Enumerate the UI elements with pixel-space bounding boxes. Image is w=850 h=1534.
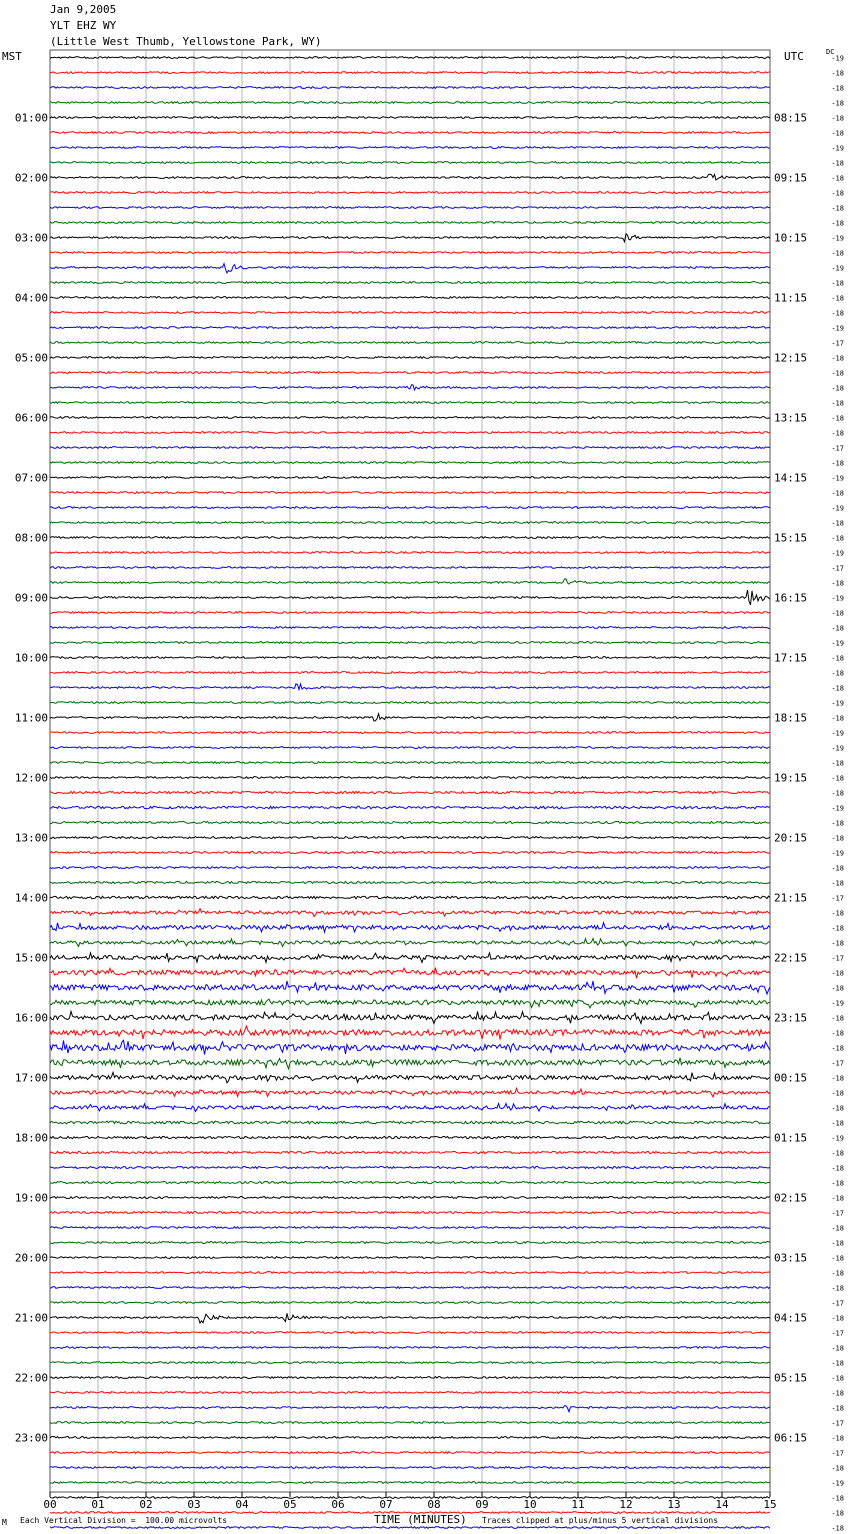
dc-offset-label: -18 <box>831 1029 844 1038</box>
seismic-trace <box>50 252 770 254</box>
dc-offset-label: -18 <box>831 1104 844 1113</box>
seismic-trace <box>50 1272 770 1274</box>
seismic-trace <box>50 938 770 946</box>
dc-offset-label: -18 <box>831 924 844 933</box>
seismic-trace <box>50 1332 770 1334</box>
mst-hour-label: 08:00 <box>14 531 48 545</box>
seismic-trace <box>50 342 770 344</box>
dc-offset-label: -19 <box>831 549 844 558</box>
dc-offset-label: -17 <box>831 894 844 903</box>
dc-offset-label: -19 <box>831 744 844 753</box>
dc-offset-label: -18 <box>831 414 844 423</box>
seismic-trace <box>50 117 770 119</box>
seismic-trace <box>50 57 770 59</box>
x-tick-label: 12 <box>619 1498 633 1511</box>
seismic-trace <box>50 147 770 149</box>
dc-offset-label: -18 <box>831 174 844 183</box>
plot-frame <box>50 50 770 1492</box>
dc-offset-label: -17 <box>831 1299 844 1308</box>
x-tick-label: 01 <box>91 1498 105 1511</box>
utc-hour-label: 05:15 <box>774 1371 808 1385</box>
seismic-trace <box>50 1482 770 1484</box>
dc-offset-label: -19 <box>831 594 844 603</box>
seismic-trace <box>50 1452 770 1454</box>
seismic-trace <box>50 87 770 89</box>
seismic-trace <box>50 1527 770 1529</box>
dc-offset-label: -18 <box>831 114 844 123</box>
seismic-trace <box>50 1151 770 1153</box>
utc-hour-label: 13:15 <box>774 411 808 425</box>
utc-hour-label: 11:15 <box>774 291 808 305</box>
utc-hour-label: 16:15 <box>774 591 808 605</box>
seismic-trace <box>50 1406 770 1412</box>
dc-offset-label: -18 <box>831 984 844 993</box>
seismic-trace <box>50 881 770 883</box>
dc-offset-label: -19 <box>831 474 844 483</box>
mst-hour-label: 21:00 <box>14 1311 48 1325</box>
dc-offset-label: -18 <box>831 909 844 918</box>
mst-hour-label: 13:00 <box>14 831 48 845</box>
dc-offset-label: -18 <box>831 219 844 228</box>
dc-offset-label: -18 <box>831 1494 844 1503</box>
seismic-trace <box>50 579 770 584</box>
dc-offset-label: -18 <box>831 774 844 783</box>
dc-offset-label: -17 <box>831 1059 844 1068</box>
utc-hour-label: 09:15 <box>774 171 808 185</box>
seismic-trace <box>50 732 770 734</box>
seismic-trace <box>50 1302 770 1304</box>
seismic-trace <box>50 372 770 374</box>
seismic-trace <box>50 312 770 314</box>
seismic-trace <box>50 909 770 917</box>
dc-offset-label: -19 <box>831 849 844 858</box>
dc-offset-label: -17 <box>831 1419 844 1428</box>
scale-note: Each Vertical Division = 100.00 microvolts <box>20 1516 228 1525</box>
dc-offset-label: -18 <box>831 1314 844 1323</box>
seismic-trace <box>50 999 770 1008</box>
seismic-trace <box>50 1212 770 1214</box>
mst-hour-label: 04:00 <box>14 291 48 305</box>
seismic-trace <box>50 1242 770 1244</box>
dc-offset-label: -18 <box>831 1359 844 1368</box>
dc-offset-label: -18 <box>831 279 844 288</box>
dc-offset-label: -18 <box>831 879 844 888</box>
dc-offset-label: -17 <box>831 339 844 348</box>
dc-offset-label: -18 <box>831 819 844 828</box>
dc-offset-label: -18 <box>831 204 844 213</box>
dc-offset-label: -18 <box>831 369 844 378</box>
dc-offset-label: -18 <box>831 834 844 843</box>
dc-offset-label: -18 <box>831 1224 844 1233</box>
seismic-trace <box>50 762 770 764</box>
dc-offset-label: -17 <box>831 1449 844 1458</box>
mst-hour-label: 09:00 <box>14 591 48 605</box>
dc-offset-label: -18 <box>831 1524 844 1533</box>
utc-hour-label: 23:15 <box>774 1011 808 1025</box>
seismic-trace <box>50 207 770 209</box>
dc-offset-label: -18 <box>831 1014 844 1023</box>
dc-offset-label: -17 <box>831 444 844 453</box>
x-tick-label: 08 <box>427 1498 441 1511</box>
seismic-trace <box>50 72 770 74</box>
mst-hour-label: 15:00 <box>14 951 48 965</box>
dc-offset-label: -19 <box>831 324 844 333</box>
seismic-trace <box>50 1197 770 1199</box>
seismic-trace <box>50 552 770 554</box>
seismic-trace <box>50 981 770 994</box>
footer-mark: M <box>2 1518 7 1527</box>
utc-hour-label: 03:15 <box>774 1251 808 1265</box>
dc-offset-label: -19 <box>831 1134 844 1143</box>
dc-offset-label: -18 <box>831 1089 844 1098</box>
dc-offset-label: -18 <box>831 489 844 498</box>
x-tick-label: 14 <box>715 1498 729 1511</box>
dc-offset-label: -18 <box>831 789 844 798</box>
dc-offset-label: -18 <box>831 864 844 873</box>
dc-offset-label: -18 <box>831 1254 844 1263</box>
seismic-trace <box>50 684 770 690</box>
dc-offset-label: -17 <box>831 564 844 573</box>
utc-hour-label: 04:15 <box>774 1311 808 1325</box>
seismic-trace <box>50 1422 770 1424</box>
seismic-trace <box>50 297 770 299</box>
seismic-trace <box>50 657 770 659</box>
dc-offset-label: -18 <box>831 1434 844 1443</box>
seismic-trace <box>50 385 770 390</box>
dc-offset-label: -18 <box>831 969 844 978</box>
seismic-trace <box>50 1088 770 1097</box>
seismic-trace <box>50 896 770 899</box>
mst-hour-label: 03:00 <box>14 231 48 245</box>
dc-offset-label: -19 <box>831 999 844 1008</box>
dc-offset-label: -18 <box>831 159 844 168</box>
seismic-trace <box>50 492 770 494</box>
seismic-trace <box>50 1136 770 1138</box>
mst-hour-label: 17:00 <box>14 1071 48 1085</box>
seismic-trace <box>50 1227 770 1229</box>
clip-note: Traces clipped at plus/minus 5 vertical divisions <box>482 1516 719 1525</box>
dc-offset-label: -19 <box>831 54 844 63</box>
seismic-trace <box>50 627 770 629</box>
dc-offset-label: -18 <box>831 84 844 93</box>
right-axis-label: UTC <box>784 50 804 63</box>
seismic-trace <box>50 1313 770 1323</box>
seismic-trace <box>50 477 770 479</box>
x-tick-label: 11 <box>571 1498 585 1511</box>
seismic-trace <box>50 968 770 979</box>
dc-offset-label: -18 <box>831 669 844 678</box>
x-tick-label: 09 <box>475 1498 489 1511</box>
seismic-trace <box>50 1181 770 1183</box>
dc-offset-label: -18 <box>831 1389 844 1398</box>
seismic-trace <box>50 1392 770 1394</box>
seismic-trace <box>50 234 770 242</box>
dc-offset-label: -18 <box>831 429 844 438</box>
dc-offset-label: -18 <box>831 1149 844 1158</box>
dc-offset-label: -18 <box>831 309 844 318</box>
x-axis-label: TIME (MINUTES) <box>374 1513 467 1526</box>
seismic-trace <box>50 174 770 180</box>
mst-hour-label: 19:00 <box>14 1191 48 1205</box>
x-tick-label: 06 <box>331 1498 345 1511</box>
x-tick-label: 04 <box>235 1498 249 1511</box>
utc-hour-label: 20:15 <box>774 831 808 845</box>
dc-offset-label: -18 <box>831 384 844 393</box>
seismic-trace <box>50 1377 770 1379</box>
dc-offset-label: -18 <box>831 654 844 663</box>
seismic-trace <box>50 1121 770 1124</box>
dc-offset-label: -18 <box>831 714 844 723</box>
mst-hour-label: 22:00 <box>14 1371 48 1385</box>
seismic-trace <box>50 806 770 809</box>
x-tick-label: 03 <box>187 1498 201 1511</box>
dc-offset-label: -18 <box>831 534 844 543</box>
seismic-trace <box>50 327 770 329</box>
dc-offset-label: -19 <box>831 699 844 708</box>
seismic-trace <box>50 837 770 839</box>
dc-offset-label: -18 <box>831 69 844 78</box>
mst-hour-label: 20:00 <box>14 1251 48 1265</box>
seismic-trace <box>50 1040 770 1054</box>
dc-offset-label: -18 <box>831 1404 844 1413</box>
x-tick-label: 05 <box>283 1498 297 1511</box>
header-location: (Little West Thumb, Yellowstone Park, WY) <box>50 35 322 48</box>
seismic-trace <box>50 590 770 605</box>
seismic-trace <box>50 282 770 284</box>
dc-offset-label: -18 <box>831 1044 844 1053</box>
seismic-trace <box>50 222 770 224</box>
seismic-trace <box>50 417 770 419</box>
dc-offset-label: -18 <box>831 579 844 588</box>
dc-offset-label: -18 <box>831 1344 844 1353</box>
header-station: YLT EHZ WY <box>50 19 117 32</box>
utc-hour-label: 08:15 <box>774 111 808 125</box>
utc-hour-label: 02:15 <box>774 1191 808 1205</box>
dc-offset-label: -18 <box>831 1464 844 1473</box>
x-tick-label: 15 <box>763 1498 777 1511</box>
seismic-trace <box>50 1287 770 1289</box>
seismic-trace <box>50 1497 770 1499</box>
dc-offset-label: -18 <box>831 294 844 303</box>
dc-offset-label: -18 <box>831 249 844 258</box>
mst-hour-label: 14:00 <box>14 891 48 905</box>
dc-offset-label: -18 <box>831 1164 844 1173</box>
utc-hour-label: 19:15 <box>774 771 808 785</box>
seismic-trace <box>50 1166 770 1168</box>
x-tick-label: 13 <box>667 1498 681 1511</box>
seismic-trace <box>50 1362 770 1364</box>
seismic-trace <box>50 1467 770 1469</box>
dc-offset-label: -19 <box>831 144 844 153</box>
seismic-trace <box>50 507 770 509</box>
dc-offset-label: -19 <box>831 804 844 813</box>
seismic-trace <box>50 1347 770 1349</box>
utc-hour-label: 14:15 <box>774 471 808 485</box>
seismic-trace <box>50 1072 770 1082</box>
seismic-trace <box>50 1437 770 1439</box>
seismic-trace <box>50 447 770 449</box>
seismic-trace <box>50 357 770 359</box>
dc-offset-label: -17 <box>831 1329 844 1338</box>
dc-offset-label: -18 <box>831 519 844 528</box>
seismic-trace <box>50 432 770 434</box>
seismic-trace <box>50 567 770 569</box>
seismic-trace <box>50 747 770 749</box>
dc-offset-label: -19 <box>831 504 844 513</box>
dc-offset-label: -18 <box>831 759 844 768</box>
seismic-trace <box>50 537 770 539</box>
mst-hour-label: 16:00 <box>14 1011 48 1025</box>
dc-offset-label: -18 <box>831 1374 844 1383</box>
dc-offset-label: -18 <box>831 1239 844 1248</box>
mst-hour-label: 10:00 <box>14 651 48 665</box>
dc-offset-label: -18 <box>831 189 844 198</box>
utc-hour-label: 10:15 <box>774 231 808 245</box>
dc-offset-label: -19 <box>831 639 844 648</box>
dc-offset-label: -19 <box>831 1479 844 1488</box>
seismic-trace <box>50 402 770 404</box>
seismic-trace <box>50 714 770 721</box>
seismic-trace <box>50 132 770 134</box>
seismic-trace <box>50 953 770 963</box>
utc-hour-label: 22:15 <box>774 951 808 965</box>
seismic-trace <box>50 264 770 273</box>
mst-hour-label: 11:00 <box>14 711 48 725</box>
seismic-trace <box>50 1026 770 1040</box>
dc-offset-label: -18 <box>831 1284 844 1293</box>
seismic-trace <box>50 102 770 104</box>
dc-offset-label: -19 <box>831 729 844 738</box>
seismic-trace <box>50 791 770 793</box>
dc-offset-label: -18 <box>831 459 844 468</box>
seismic-trace <box>50 1103 770 1111</box>
utc-hour-label: 21:15 <box>774 891 808 905</box>
dc-offset-label: -18 <box>831 939 844 948</box>
seismic-trace <box>50 852 770 854</box>
dc-offset-label: -18 <box>831 99 844 108</box>
seismic-trace <box>50 612 770 614</box>
utc-hour-label: 18:15 <box>774 711 808 725</box>
seismic-trace <box>50 702 770 704</box>
seismic-trace <box>50 192 770 194</box>
utc-hour-label: 00:15 <box>774 1071 808 1085</box>
dc-offset-label: -19 <box>831 234 844 243</box>
seismic-trace <box>50 777 770 779</box>
seismic-trace <box>50 821 770 823</box>
seismic-trace <box>50 1257 770 1259</box>
x-tick-label: 00 <box>43 1498 57 1511</box>
seismic-trace <box>50 1058 770 1069</box>
dc-offset-label: -18 <box>831 1119 844 1128</box>
x-tick-label: 10 <box>523 1498 537 1511</box>
seismic-trace <box>50 1011 770 1023</box>
dc-offset-label: -18 <box>831 684 844 693</box>
dc-offset-label: -18 <box>831 1509 844 1518</box>
seismic-trace <box>50 162 770 164</box>
dc-offset-label: -17 <box>831 954 844 963</box>
mst-hour-label: 07:00 <box>14 471 48 485</box>
dc-offset-label: -19 <box>831 264 844 273</box>
dc-offset-label: -18 <box>831 354 844 363</box>
dc-offset-label: -18 <box>831 1179 844 1188</box>
seismic-trace <box>50 522 770 524</box>
utc-hour-label: 06:15 <box>774 1431 808 1445</box>
seismic-trace <box>50 462 770 464</box>
dc-offset-label: -18 <box>831 1194 844 1203</box>
mst-hour-label: 18:00 <box>14 1131 48 1145</box>
dc-offset-label: -18 <box>831 1074 844 1083</box>
mst-hour-label: 06:00 <box>14 411 48 425</box>
x-tick-label: 07 <box>379 1498 393 1511</box>
dc-offset-label: -18 <box>831 129 844 138</box>
utc-hour-label: 17:15 <box>774 651 808 665</box>
mst-hour-label: 05:00 <box>14 351 48 365</box>
mst-hour-label: 12:00 <box>14 771 48 785</box>
utc-hour-label: 15:15 <box>774 531 808 545</box>
x-tick-label: 02 <box>139 1498 153 1511</box>
mst-hour-label: 02:00 <box>14 171 48 185</box>
dc-offset-label: -18 <box>831 399 844 408</box>
dc-offset-label: -18 <box>831 609 844 618</box>
dc-offset-label: -18 <box>831 1269 844 1278</box>
left-axis-label: MST <box>2 50 22 63</box>
seismic-trace <box>50 923 770 932</box>
utc-hour-label: 01:15 <box>774 1131 808 1145</box>
seismic-trace <box>50 672 770 674</box>
header-date: Jan 9,2005 <box>50 3 117 16</box>
seismic-trace <box>50 867 770 869</box>
mst-hour-label: 01:00 <box>14 111 48 125</box>
dc-label: DC <box>826 48 835 56</box>
dc-offset-label: -17 <box>831 1209 844 1218</box>
dc-offset-label: -18 <box>831 624 844 633</box>
utc-hour-label: 12:15 <box>774 351 808 365</box>
mst-hour-label: 23:00 <box>14 1431 48 1445</box>
seismic-trace <box>50 642 770 644</box>
